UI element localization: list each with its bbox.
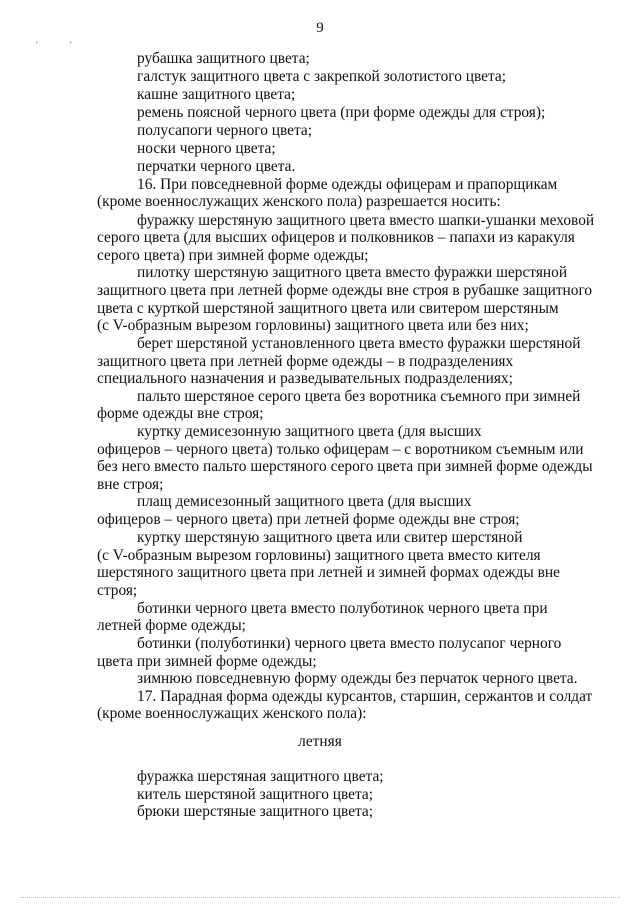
text-line: ботинки черного цвета вместо полуботинок черного цвета при bbox=[137, 600, 548, 617]
text-line: офицеров – черного цвета) только офицерам – с воротником съемным или bbox=[97, 441, 584, 458]
text-line: китель шерстяной защитного цвета; bbox=[137, 786, 374, 803]
text-line: офицеров – черного цвета) при летней форме одежды вне строя; bbox=[97, 511, 520, 528]
text-line: перчатки черного цвета. bbox=[137, 158, 296, 175]
text-line: фуражка шерстяная защитного цвета; bbox=[137, 768, 384, 785]
text-line: пилотку шерстяную защитного цвета вместо фуражки шерстяной bbox=[137, 264, 568, 281]
text-line: ремень поясной черного цвета (при форме одежды для строя); bbox=[137, 104, 546, 121]
text-line: (с V-образным вырезом горловины) защитного цвета или без них; bbox=[97, 317, 529, 334]
text-line: (кроме военнослужащих женского пола): bbox=[97, 705, 367, 722]
text-line: серого цвета) при зимней форме одежды; bbox=[97, 247, 369, 264]
text-line: рубашка защитного цвета; bbox=[137, 50, 310, 67]
page-number: 9 bbox=[316, 20, 324, 36]
scan-edge-artifacts bbox=[20, 896, 620, 898]
text-line: брюки шерстяные защитного цвета; bbox=[137, 803, 374, 820]
text-line: галстук защитного цвета с закрепкой золотистого цвета; bbox=[137, 68, 507, 85]
text-line: строя; bbox=[97, 582, 138, 599]
text-line: цвета с курткой шерстяной защитного цвета или свитером шерстяным bbox=[97, 300, 559, 317]
text-line: носки черного цвета; bbox=[137, 140, 276, 157]
scan-speck: ' bbox=[36, 40, 38, 50]
text-line: (кроме военнослужащих женского пола) разрешается носить: bbox=[97, 193, 501, 210]
text-line: (с V-образным вырезом горловины) защитного цвета вместо кителя bbox=[97, 547, 541, 564]
text-line: вне строя; bbox=[97, 476, 164, 493]
text-line: берет шерстяной установленного цвета вместо фуражки шерстяной bbox=[137, 335, 581, 352]
text-line: защитного цвета при летней форме одежды вне строя в рубашке защитного bbox=[97, 282, 593, 299]
text-line: плащ демисезонный защитного цвета (для высших bbox=[137, 493, 472, 510]
text-line: цвета при зимней форме одежды; bbox=[97, 653, 317, 670]
text-line: серого цвета (для высших офицеров и полковников – папахи из каракуля bbox=[97, 229, 575, 246]
text-line: куртку демисезонную защитного цвета (для высших bbox=[137, 423, 482, 440]
text-line: без него вместо пальто шерстяного серого цвета при зимней форме одежды bbox=[97, 458, 593, 475]
text-line: специального назначения и разведывательных подразделениях; bbox=[97, 370, 513, 387]
text-line: форме одежды вне строя; bbox=[97, 405, 264, 422]
text-line: ботинки (полуботинки) черного цвета вместо полусапог черного bbox=[137, 635, 562, 652]
text-line: пальто шерстяное серого цвета без воротника съемного при зимней bbox=[137, 388, 581, 405]
text-line: фуражку шерстяную защитного цвета вместо шапки-ушанки меховой bbox=[137, 212, 595, 229]
text-line: защитного цвета при летней форме одежды – в подразделениях bbox=[97, 353, 514, 370]
scan-speck: ' bbox=[70, 40, 72, 50]
text-line: шерстяного защитного цвета при летней и зимней формах одежды вне bbox=[97, 564, 560, 581]
text-line: 16. При повседневной форме одежды офицерам и прапорщикам bbox=[137, 176, 558, 193]
section-heading: летняя bbox=[298, 733, 342, 750]
text-line: кашне защитного цвета; bbox=[137, 86, 296, 103]
text-line: летней форме одежды; bbox=[97, 617, 246, 634]
text-line: куртку шерстяную защитного цвета или свитер шерстяной bbox=[137, 529, 523, 546]
text-line: зимнюю повседневную форму одежды без перчаток черного цвета. bbox=[137, 670, 578, 687]
text-line: 17. Парадная форма одежды курсантов, старшин, сержантов и солдат bbox=[137, 688, 593, 705]
text-line: полусапоги черного цвета; bbox=[137, 122, 313, 139]
